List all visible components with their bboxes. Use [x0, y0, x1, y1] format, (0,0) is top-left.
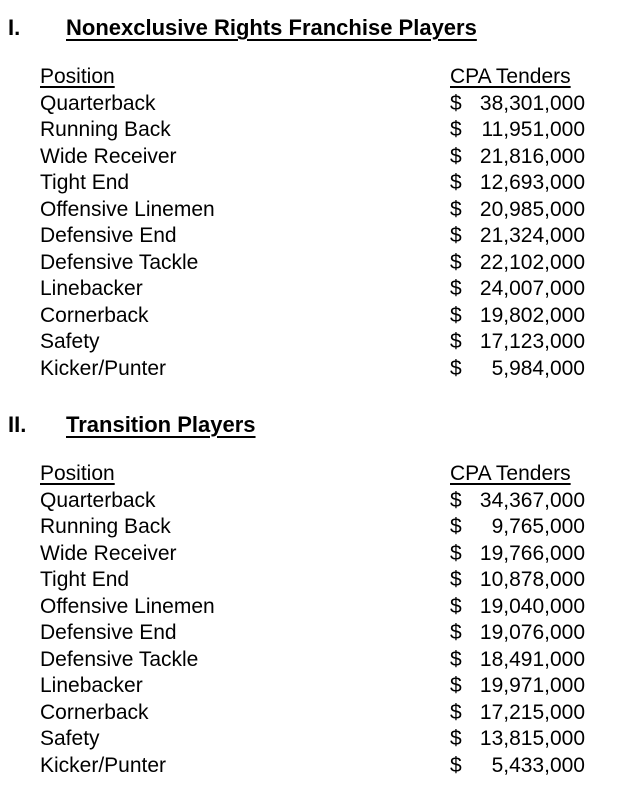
amount-value: 12,693,000	[479, 171, 585, 194]
table-body	[40, 91, 585, 383]
section-franchise-players	[8, 14, 627, 382]
position-cell: Kicker/Punter	[40, 356, 167, 380]
position-cell: Quarterback	[40, 91, 156, 115]
position-cell: Running Back	[40, 515, 171, 538]
table-header-row	[40, 64, 585, 91]
amount-value: 11,951,000	[481, 118, 585, 141]
amount-cell	[450, 620, 585, 647]
amount-value: 5,984,000	[491, 356, 585, 380]
currency-symbol: $	[450, 356, 462, 380]
amount-cell	[450, 223, 585, 250]
currency-symbol: $	[450, 647, 462, 671]
amount-value: 21,816,000	[479, 144, 585, 168]
position-cell: Tight End	[40, 171, 130, 194]
currency-symbol: $	[450, 171, 462, 194]
amount-cell	[450, 117, 585, 144]
currency-symbol: $	[450, 727, 462, 750]
position-cell: Defensive End	[40, 224, 177, 247]
currency-symbol: $	[450, 488, 462, 512]
table-row	[40, 303, 585, 330]
amount-cell	[450, 673, 585, 700]
amount-cell	[450, 488, 585, 515]
table-row	[40, 753, 585, 780]
currency-symbol: $	[450, 594, 462, 618]
column-header-tenders: CPA Tenders	[450, 462, 571, 485]
currency-symbol: $	[450, 568, 462, 591]
table-row	[40, 488, 585, 515]
position-cell: Quarterback	[40, 488, 156, 512]
table-row	[40, 567, 585, 594]
amount-value: 19,040,000	[479, 594, 585, 618]
column-header-position: Position	[40, 65, 115, 88]
table-row	[40, 276, 585, 303]
currency-symbol: $	[450, 118, 462, 141]
table-row	[40, 356, 585, 383]
amount-value: 20,985,000	[479, 197, 585, 221]
tender-table	[40, 461, 585, 779]
currency-symbol: $	[450, 144, 462, 168]
position-cell: Kicker/Punter	[40, 753, 167, 777]
amount-cell	[450, 144, 585, 171]
amount-cell	[450, 726, 585, 753]
column-header-position: Position	[40, 462, 115, 485]
currency-symbol: $	[450, 224, 462, 247]
position-cell: Defensive Tackle	[40, 250, 199, 274]
currency-symbol: $	[450, 91, 462, 115]
position-cell: Safety	[40, 727, 100, 750]
amount-cell	[450, 753, 585, 780]
amount-value: 24,007,000	[479, 277, 585, 300]
amount-cell	[450, 594, 585, 621]
section-title: Transition Players	[66, 412, 256, 437]
section-header	[8, 14, 627, 41]
amount-value: 19,766,000	[479, 541, 585, 565]
section-title: Nonexclusive Rights Franchise Players	[66, 15, 477, 40]
position-cell: Safety	[40, 330, 100, 353]
amount-cell	[450, 356, 585, 383]
amount-cell	[450, 250, 585, 277]
amount-cell	[450, 700, 585, 727]
table-header-row	[40, 461, 585, 488]
currency-symbol: $	[450, 541, 462, 565]
position-cell: Cornerback	[40, 303, 149, 327]
amount-value: 5,433,000	[491, 753, 585, 777]
position-cell: Defensive End	[40, 621, 177, 644]
amount-cell	[450, 647, 585, 674]
currency-symbol: $	[450, 515, 462, 538]
amount-cell	[450, 514, 585, 541]
table-row	[40, 673, 585, 700]
section-transition-players	[8, 411, 627, 779]
position-cell: Defensive Tackle	[40, 647, 199, 671]
amount-value: 18,491,000	[479, 647, 585, 671]
amount-value: 19,971,000	[479, 674, 585, 697]
table-row	[40, 620, 585, 647]
amount-cell	[450, 170, 585, 197]
table-row	[40, 329, 585, 356]
table-row	[40, 117, 585, 144]
amount-value: 17,123,000	[479, 330, 585, 353]
currency-symbol: $	[450, 674, 462, 697]
amount-cell	[450, 303, 585, 330]
amount-cell	[450, 541, 585, 568]
table-row	[40, 594, 585, 621]
table-body	[40, 488, 585, 780]
amount-cell	[450, 329, 585, 356]
table-row	[40, 647, 585, 674]
position-cell: Offensive Linemen	[40, 594, 215, 618]
table-row	[40, 514, 585, 541]
amount-value: 38,301,000	[479, 91, 585, 115]
position-cell: Wide Receiver	[40, 144, 177, 168]
amount-cell	[450, 197, 585, 224]
section-numeral: II.	[8, 412, 27, 437]
position-cell: Cornerback	[40, 700, 149, 724]
table-row	[40, 726, 585, 753]
position-cell: Linebacker	[40, 277, 143, 300]
position-cell: Wide Receiver	[40, 541, 177, 565]
position-cell: Linebacker	[40, 674, 143, 697]
position-cell: Offensive Linemen	[40, 197, 215, 221]
table-row	[40, 250, 585, 277]
amount-cell	[450, 276, 585, 303]
section-numeral: I.	[8, 15, 21, 40]
amount-value: 21,324,000	[479, 224, 585, 247]
currency-symbol: $	[450, 303, 462, 327]
amount-value: 17,215,000	[479, 700, 585, 724]
table-row	[40, 170, 585, 197]
currency-symbol: $	[450, 277, 462, 300]
amount-value: 10,878,000	[479, 568, 585, 591]
amount-cell	[450, 91, 585, 118]
amount-cell	[450, 567, 585, 594]
column-header-tenders: CPA Tenders	[450, 65, 571, 88]
position-cell: Tight End	[40, 568, 130, 591]
currency-symbol: $	[450, 700, 462, 724]
amount-value: 19,802,000	[479, 303, 585, 327]
position-cell: Running Back	[40, 118, 171, 141]
table-row	[40, 144, 585, 171]
table-row	[40, 91, 585, 118]
tender-table	[40, 64, 585, 382]
amount-value: 34,367,000	[479, 488, 585, 512]
table-row	[40, 223, 585, 250]
amount-value: 13,815,000	[479, 727, 585, 750]
table-row	[40, 197, 585, 224]
table-row	[40, 541, 585, 568]
section-header	[8, 411, 627, 438]
currency-symbol: $	[450, 621, 462, 644]
currency-symbol: $	[450, 753, 462, 777]
currency-symbol: $	[450, 250, 462, 274]
amount-value: 22,102,000	[479, 250, 585, 274]
currency-symbol: $	[450, 330, 462, 353]
table-row	[40, 700, 585, 727]
amount-value: 9,765,000	[491, 515, 585, 538]
currency-symbol: $	[450, 197, 462, 221]
amount-value: 19,076,000	[479, 621, 585, 644]
